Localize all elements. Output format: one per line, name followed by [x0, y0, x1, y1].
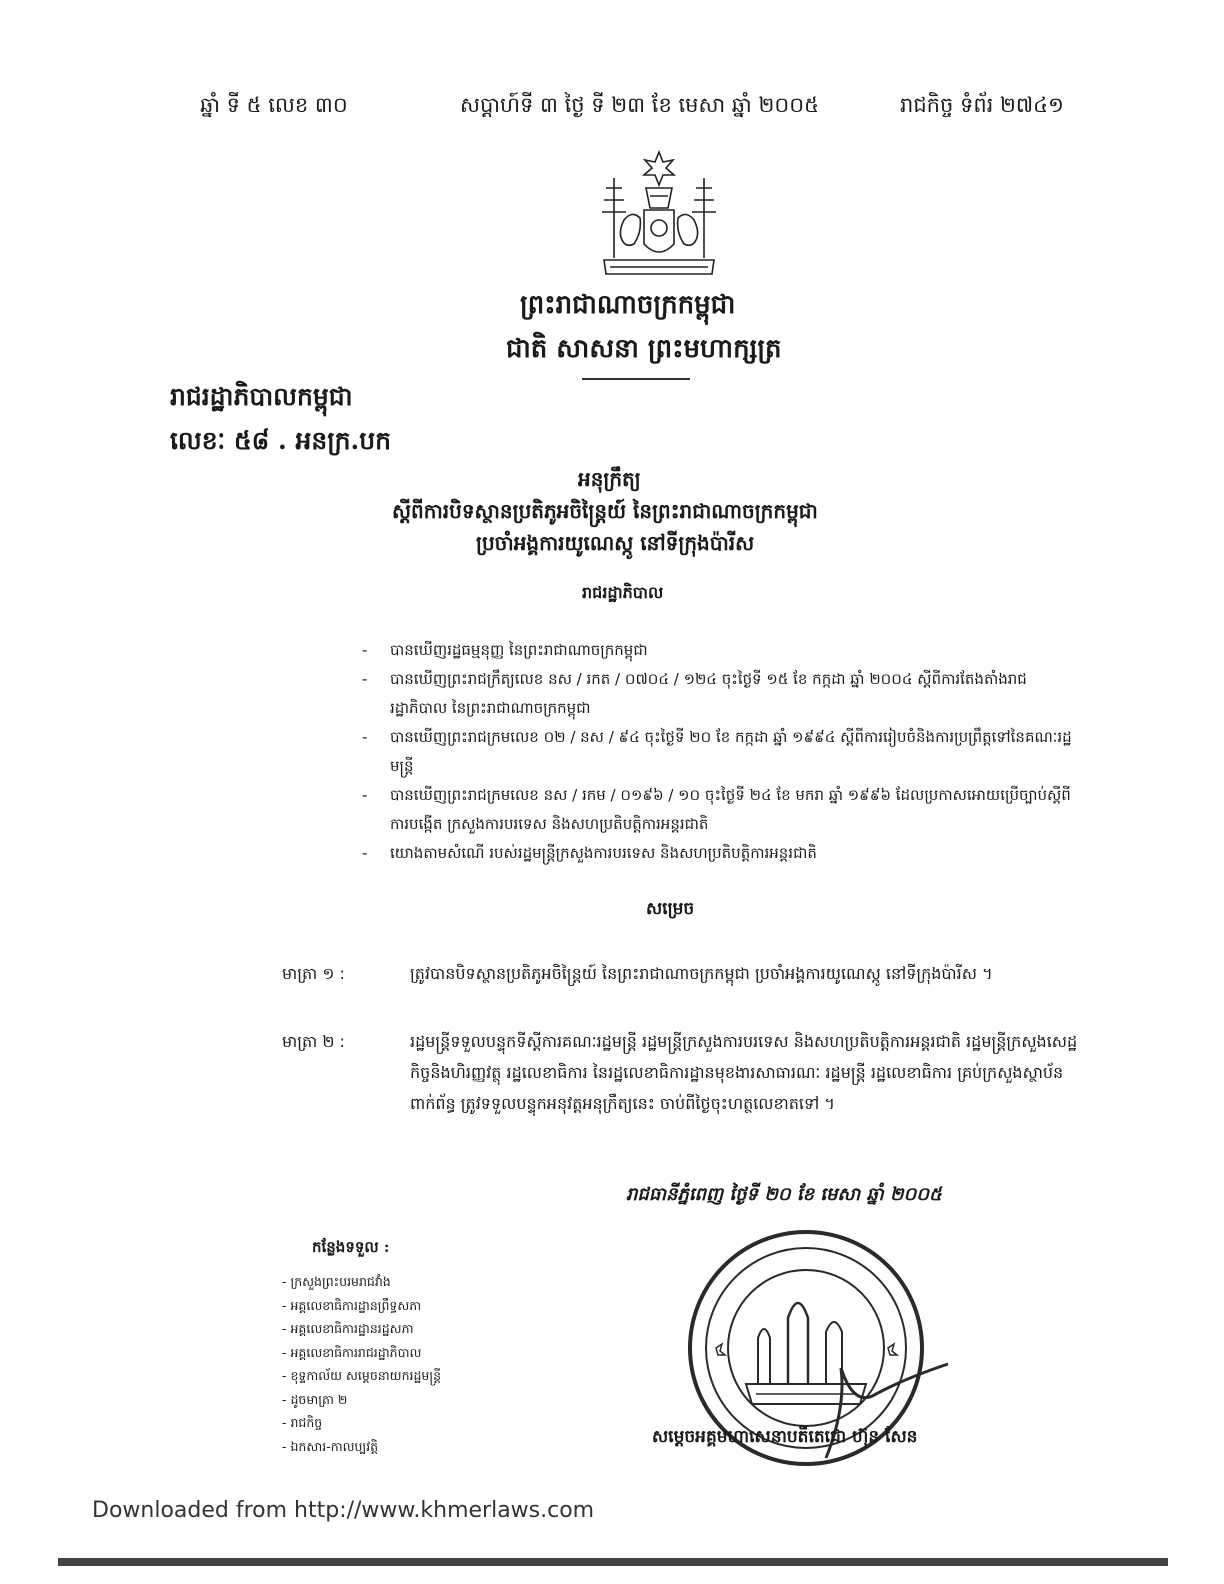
- decree-number: លេខៈ ៥៨ . អនក្រ.បក: [170, 426, 391, 455]
- recipient-item: - ដូចមាត្រា ២: [282, 1391, 348, 1407]
- article-1-text: ត្រូវបានបិទស្ថានប្រតិភូអចិន្ត្រៃយ៍ នៃព្រះរាជាណាចក្រកម្ពុជា ប្រចាំអង្គការយូណេស្កូ នៅទីក្រុងប៉ារីស ។: [410, 964, 993, 983]
- consideration-item: - បានឃើញព្រះរាជក្រមលេខ នស / រកម / ០១៩៦ / ១០ ចុះថ្ងៃទី ២៤ ខែ មករា ឆ្នាំ ១៩៩៦ ដែលប្រកាសអោយប្រើច្បាប់ស្តីពីការបង្កើត ក្រសួងការបរទេស និងសហប្រតិបត្តិការអន្តរជាតិ: [362, 781, 1082, 839]
- recipient-item: - រាជកិច្ច: [282, 1415, 323, 1430]
- document-title-line1: ស្តីពីការបិទស្ថានប្រតិភូអចិន្ត្រៃយ៍ នៃព្រះរាជាណាចក្រកម្ពុជា: [392, 499, 818, 523]
- gazette-issue: ឆ្នាំ ទី ៥ លេខ ៣០: [200, 93, 348, 117]
- recipients-list: [282, 1270, 441, 1458]
- consideration-item: - បានឃើញព្រះរាជក្រឹត្យលេខ នស / រកត / ០៧០៤ / ១២៤ ចុះថ្ងៃទី ១៥ ខែ កក្កដា ឆ្នាំ ២០០៤ ស្តីពីការតែងតាំងរាជរដ្ឋាភិបាល នៃព្រះរាជាណាចក្រកម្ពុជា: [362, 665, 1082, 723]
- article-2-label: មាត្រា ២ :: [282, 1032, 345, 1051]
- royal-coat-of-arms-icon: [584, 148, 734, 288]
- source-footer: Downloaded from http://www.khmerlaws.com: [92, 1498, 595, 1523]
- scan-edge-bar: [58, 1558, 1168, 1566]
- document-title-line2: ប្រចាំអង្គការយូណេស្កូ នៅទីក្រុងប៉ារីស: [476, 531, 755, 555]
- signing-date: រាជធានីភ្នំពេញ ថ្ងៃទី ២០ ខែ មេសា ឆ្នាំ ២០០៥: [626, 1184, 942, 1205]
- national-motto: ជាតិ សាសនា ព្រះមហាក្សត្រ: [506, 334, 782, 364]
- kingdom-name: ព្រះរាជាណាចក្រកម្ពុជា: [520, 290, 736, 320]
- government-heading: រាជរដ្ឋាភិបាល: [582, 583, 664, 602]
- decision-heading: សម្រេច: [646, 899, 695, 919]
- recipient-item: - អគ្គលេខាធិការដ្ឋានរដ្ឋសភា: [282, 1321, 414, 1336]
- consideration-item: - បានឃើញរដ្ឋធម្មនុញ្ញ នៃព្រះរាជាណាចក្រកម្ពុជា: [362, 636, 1082, 665]
- signatory-name: សម្តេចអគ្គមហាសេនាបតីតេជោ ហ៊ុន សែន: [652, 1427, 918, 1447]
- recipient-item: - អគ្គលេខាធិការរាជរដ្ឋាភិបាល: [282, 1344, 422, 1360]
- recipient-item: - អគ្គលេខាធិការដ្ឋានព្រឹទ្ធសភា: [282, 1297, 422, 1313]
- considerations-list: [362, 636, 1082, 868]
- recipient-item: - ខុទ្ទកាល័យ សម្តេចនាយករដ្ឋមន្ត្រី: [282, 1368, 442, 1383]
- motto-divider: [582, 378, 690, 380]
- article-2-text: រដ្ឋមន្ត្រីទទួលបន្ទុកទីស្តីការគណៈរដ្ឋមន្ត្រី រដ្ឋមន្ត្រីក្រសួងការបរទេស និងសហប្រតិបត្តិការអន្តរជាតិ រដ្ឋមន្ត្រីក្រសួងសេដ្ឋកិច្ចនិងហិរញ្ញវត្ថុ រដ្ឋលេខាធិការ នៃរដ្ឋលេខាធិការដ្ឋានមុខងារសាធារណៈ រដ្ឋមន្ត្រី រដ្ឋលេខាធិការ គ្រប់ក្រសួងស្ថាប័នពាក់ព័ន្ធ ត្រូវទទួលបន្ទុកអនុវត្តអនុក្រឹត្យនេះ ចាប់ពីថ្ងៃចុះហត្ថលេខាតទៅ ។: [410, 1032, 1078, 1113]
- consideration-item: - យោងតាមសំណើ របស់រដ្ឋមន្ត្រីក្រសួងការបរទេស និងសហប្រតិបត្តិការអន្តរជាតិ: [362, 839, 1082, 868]
- gazette-week-date: សប្តាហ៍ទី ៣ ថ្ងៃ ទី ២៣ ខែ មេសា ឆ្នាំ ២០០៥: [460, 93, 819, 117]
- gazette-page: រាជកិច្ច ទំព័រ ២៧៤១: [900, 93, 1064, 117]
- document-type: អនុក្រឹត្យ: [578, 467, 641, 491]
- issuer-name: រាជរដ្ឋាភិបាលកម្ពុជា: [170, 382, 353, 411]
- article-1-label: មាត្រា ១ :: [282, 964, 345, 983]
- consideration-item: - បានឃើញព្រះរាជក្រមលេខ ០២ / នស / ៩៤ ចុះថ្ងៃទី ២០ ខែ កក្កដា ឆ្នាំ ១៩៩៤ ស្តីពីការរៀបចំនិងការប្រព្រឹត្តទៅនៃគណៈរដ្ឋមន្ត្រី: [362, 723, 1082, 781]
- recipient-item: - ក្រសួងព្រះបរមរាជវាំង: [282, 1274, 391, 1289]
- recipients-heading: កន្លែងទទួល :: [312, 1238, 390, 1256]
- recipient-item: - ឯកសារ-កាលប្បវត្តិ: [282, 1438, 379, 1454]
